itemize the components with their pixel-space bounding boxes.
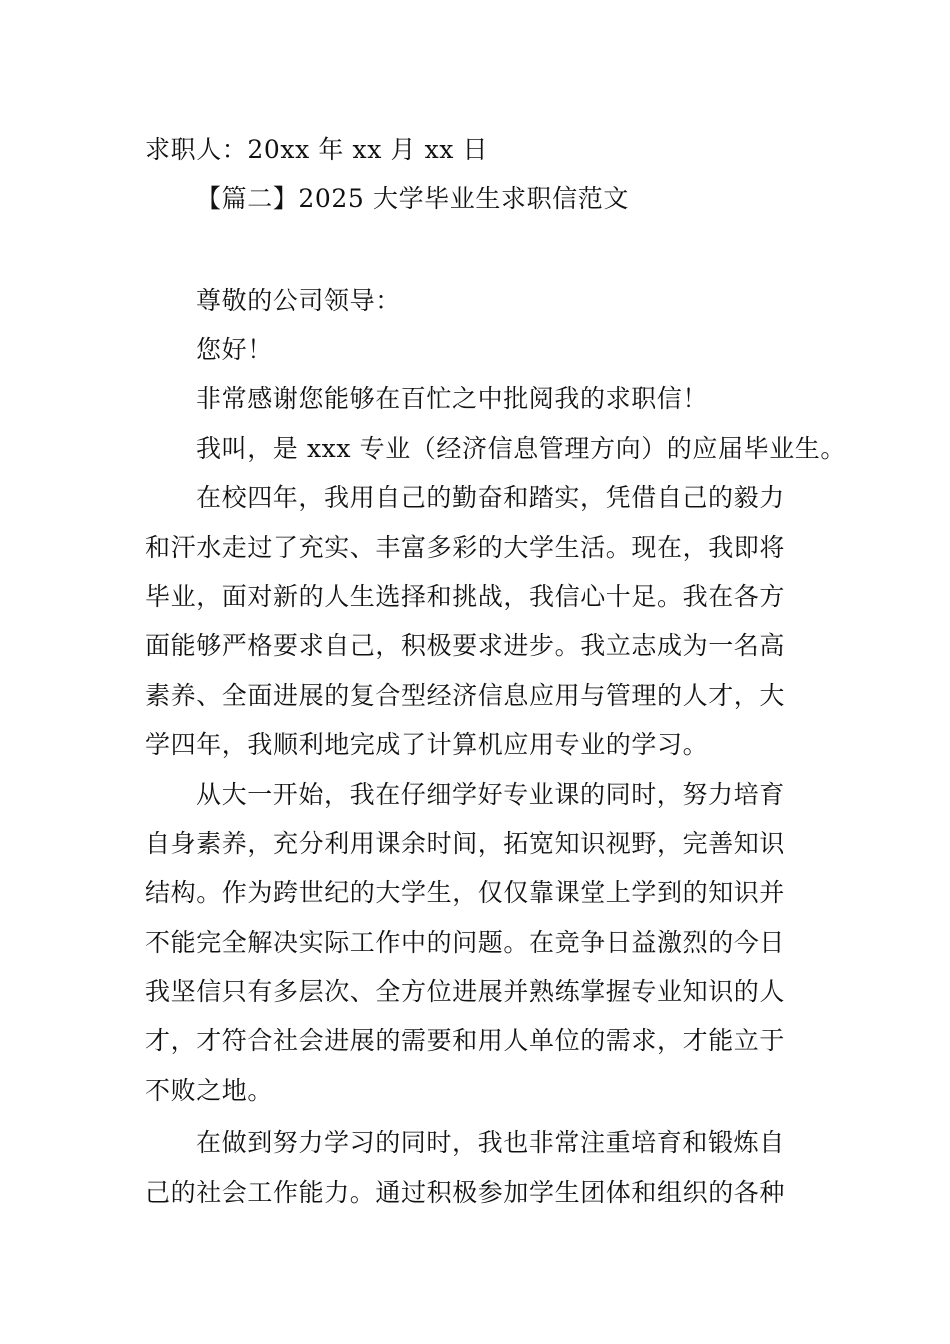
greeting: 您好！ xyxy=(196,335,273,364)
paragraph2-line: 从大一开始，我在仔细学好专业课的同时，努力培育 xyxy=(196,780,785,809)
paragraph2-line: 才，才符合社会进展的需要和用人单位的需求，才能立于 xyxy=(145,1026,786,1055)
paragraph2-line: 我坚信只有多层次、全方位进展并熟练掌握专业知识的人 xyxy=(145,977,786,1006)
paragraph1-line: 学四年，我顺利地完成了计算机应用专业的学习。 xyxy=(145,730,709,759)
paragraph3-line: 在做到努力学习的同时，我也非常注重培育和锻炼自 xyxy=(196,1128,785,1157)
paragraph1-line: 毕业，面对新的人生选择和挑战，我信心十足。我在各方 xyxy=(145,582,786,611)
section-title: 【篇二】2025 大学毕业生求职信范文 xyxy=(196,184,629,213)
paragraph3-line: 己的社会工作能力。通过积极参加学生团体和组织的各种 xyxy=(145,1178,786,1207)
paragraph2-line: 自身素养，充分利用课余时间，拓宽知识视野，完善知识 xyxy=(145,829,786,858)
paragraph2-line: 结构。作为跨世纪的大学生，仅仅靠课堂上学到的知识并 xyxy=(145,878,786,907)
thanks-line: 非常感谢您能够在百忙之中批阅我的求职信！ xyxy=(196,384,709,413)
intro-line: 我叫，是 xxx 专业（经济信息管理方向）的应届毕业生。 xyxy=(196,434,846,463)
paragraph2-line: 不败之地。 xyxy=(145,1076,274,1105)
salutation: 尊敬的公司领导： xyxy=(196,286,401,315)
paragraph1-line: 在校四年，我用自己的勤奋和踏实，凭借自己的毅力 xyxy=(196,483,785,512)
paragraph1-line: 素养、全面进展的复合型经济信息应用与管理的人才，大 xyxy=(145,681,786,710)
signature-line: 求职人：20xx 年 xx 月 xx 日 xyxy=(145,135,489,164)
paragraph2-line: 不能完全解决实际工作中的问题。在竞争日益激烈的今日 xyxy=(145,928,786,957)
paragraph1-line: 和汗水走过了充实、丰富多彩的大学生活。现在，我即将 xyxy=(145,533,786,562)
paragraph1-line: 面能够严格要求自己，积极要求进步。我立志成为一名高 xyxy=(145,631,786,660)
